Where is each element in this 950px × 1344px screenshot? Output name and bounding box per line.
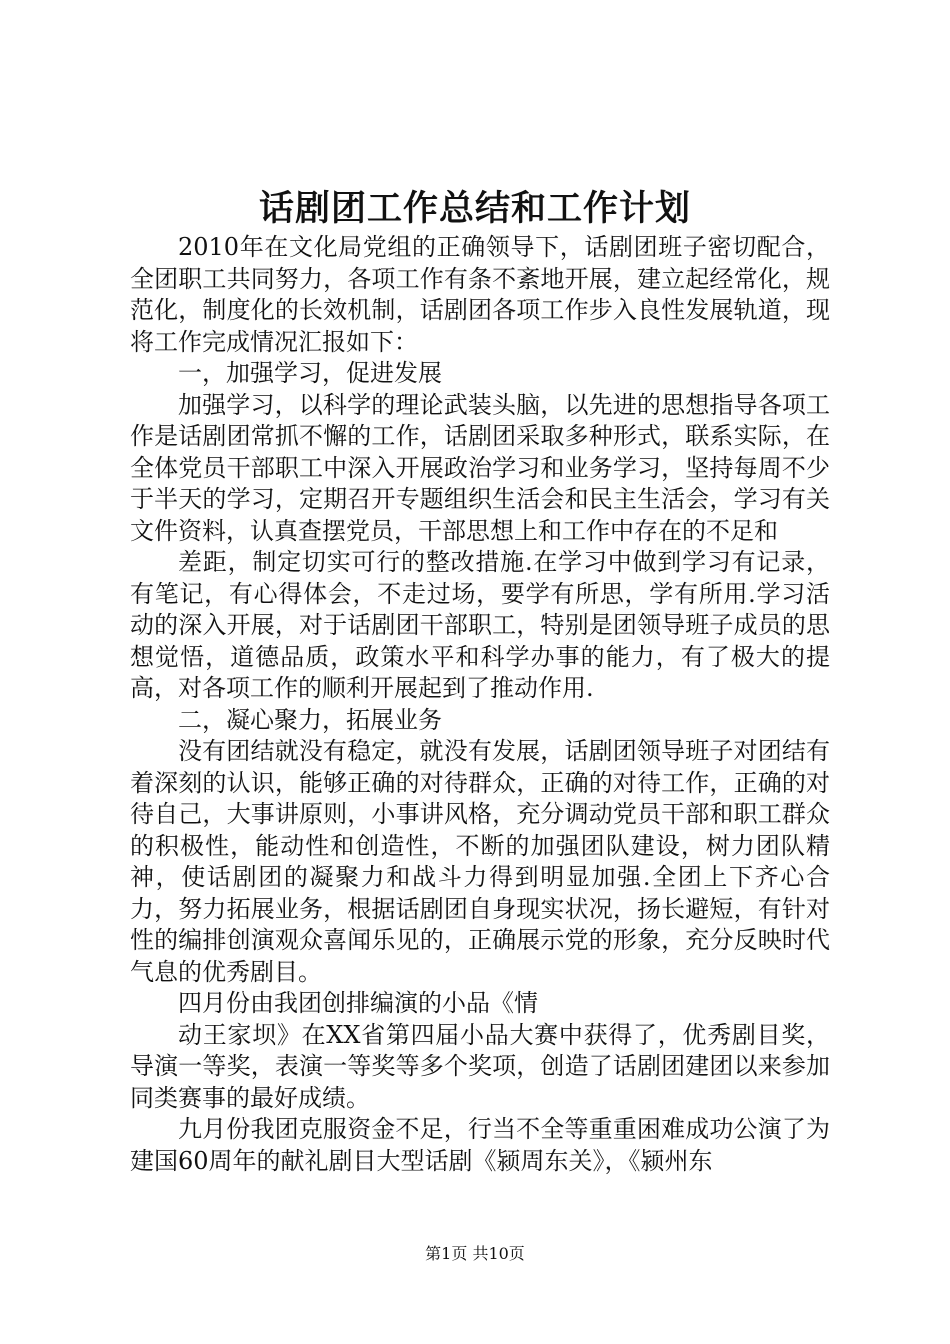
section-heading-2: 二，凝心聚力，拓展业务 [178, 705, 442, 734]
document-title: 话剧团工作总结和工作计划 [258, 188, 691, 229]
section-1-paragraph-1: 加强学习，以科学的理论武装头脑，以先进的思想指导各项工作是话剧团常抓不懈的工作，话剧团采取多种形式，联系实际，在全体党员干部职工中深入开展政治学习和业务学习，坚持每周不少于半天的学习，定期召开专题组织生活会和民主生活会，学习有关文件资料，认真查摆党员，干部思想上和工作中存在的不足和 [130, 390, 830, 545]
section-heading-1: 一，加强学习，促进发展 [178, 359, 442, 387]
intro-paragraph: 2010年在文化局党组的正确领导下，话剧团班子密切配合，全团职工共同努力，各项工作有条不紊地开展，建立起经常化，规范化，制度化的长效机制，话剧团各项工作步入良性发展轨道，现将工作完成情况汇报如下： [130, 233, 830, 356]
document-body [130, 232, 830, 1177]
section-2-paragraph-3: 动王家坝》在XX省第四届小品大赛中获得了，优秀剧目奖，导演一等奖，表演一等奖等多个奖项，创造了话剧团建团以来参加同类赛事的最好成绩。 [130, 1020, 830, 1112]
section-1-paragraph-2: 差距，制定切实可行的整改措施.在学习中做到学习有记录，有笔记，有心得体会，不走过场，要学有所思，学有所用.学习活动的深入开展，对于话剧团干部职工，特别是团领导班子成员的思想觉悟，道德品质，政策水平和科学办事的能力，有了极大的提高，对各项工作的顺利开展起到了推动作用. [130, 548, 830, 702]
section-2-paragraph-1: 没有团结就没有稳定，就没有发展，话剧团领导班子对团结有着深刻的认识，能够正确的对待群众，正确的对待工作，正确的对待自己，大事讲原则，小事讲风格，充分调动党员干部和职工群众的积极性，能动性和创造性，不断的加强团队建设，树力团队精神，使话剧团的凝聚力和战斗力得到明显加强.全团上下齐心合力，努力拓展业务，根据话剧团自身现实状况，扬长避短，有针对性的编排创演观众喜闻乐见的，正确展示党的形象，充分反映时代气息的优秀剧目。 [130, 737, 830, 986]
section-2-paragraph-2: 四月份由我团创排编演的小品《情 [178, 989, 538, 1017]
page-number-footer: 第1页 共10页 [425, 1244, 525, 1263]
section-2-paragraph-4: 九月份我团克服资金不足，行当不全等重重困难成功公演了为建国60周年的献礼剧目大型话剧《颍周东关》，《颍州东 [130, 1115, 830, 1175]
